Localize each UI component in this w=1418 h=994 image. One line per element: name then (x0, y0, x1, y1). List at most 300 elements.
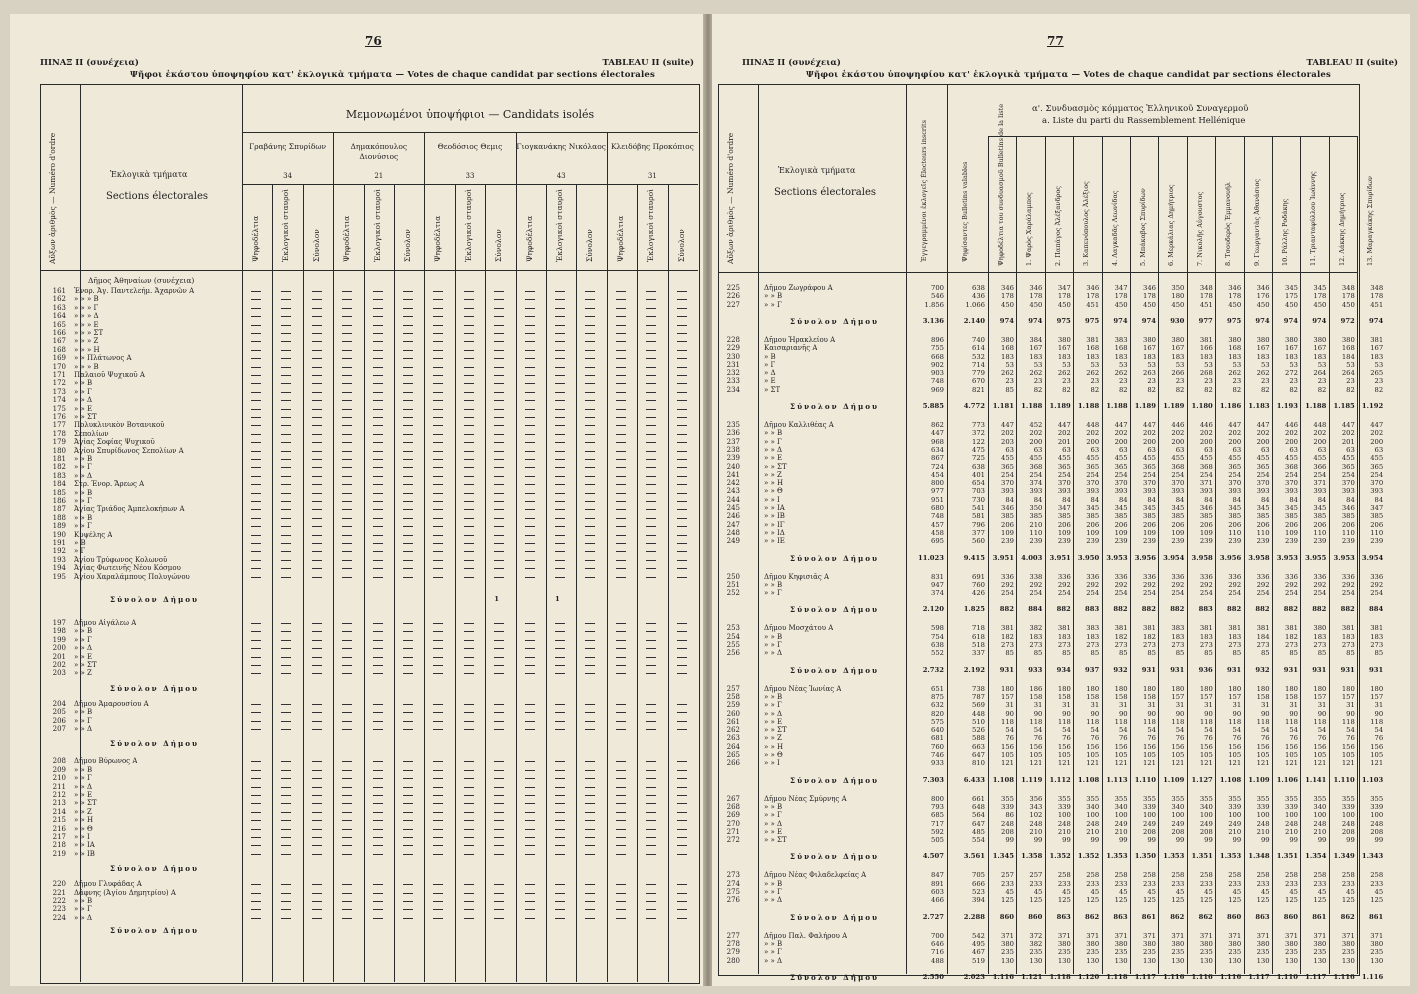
empty-dash (373, 803, 383, 804)
row-number: 280 (726, 956, 740, 965)
row-number: 268 (726, 802, 740, 811)
empty-dash (373, 375, 383, 376)
cell-value: 455 (1228, 454, 1242, 463)
col-sections-fr: Sections électorales (774, 187, 877, 198)
row-label: » » ΙΑ (74, 841, 95, 850)
empty-dash (342, 837, 352, 838)
cell-value: 90 (1033, 709, 1043, 718)
row-number: 232 (726, 369, 740, 378)
cell-value: 262 (1029, 369, 1043, 378)
empty-dash (312, 535, 322, 536)
empty-dash (525, 535, 535, 536)
row-label: » » Δ (764, 709, 783, 718)
row-number: 161 (52, 287, 66, 295)
cell-value: 384 (1029, 335, 1043, 344)
empty-dash (555, 837, 565, 838)
cell-value: 258 (1199, 871, 1213, 880)
empty-dash (251, 770, 261, 771)
row-label: » » » Β (74, 362, 99, 371)
total-value: 931 (1340, 665, 1355, 674)
cell-value: 82 (1317, 385, 1327, 394)
empty-dash (616, 291, 626, 292)
empty-dash (555, 316, 565, 317)
cell-value: 53 (1317, 360, 1327, 369)
empty-dash (342, 526, 352, 527)
cell-value: 183 (1029, 352, 1043, 361)
empty-dash (281, 400, 291, 401)
cell-value: 254 (1143, 470, 1156, 479)
cell-value: 292 (1370, 580, 1384, 589)
row-number: 266 (726, 759, 740, 768)
row-number: 184 (52, 480, 66, 489)
empty-dash (281, 721, 291, 722)
cell-value: 105 (1114, 751, 1128, 759)
cell-value: 258 (1285, 871, 1298, 880)
cell-value: 110 (1029, 528, 1043, 537)
empty-dash (585, 820, 595, 821)
row-label: » » Δ (764, 896, 783, 905)
cell-value: 63 (1090, 445, 1100, 454)
row-number: 214 (52, 807, 66, 816)
empty-dash (555, 623, 565, 624)
empty-dash (464, 560, 474, 561)
empty-dash (646, 375, 656, 376)
total-value: 1.343 (1361, 852, 1384, 861)
cell-value: 292 (1086, 580, 1100, 589)
empty-dash (677, 367, 687, 368)
empty-dash (403, 467, 413, 468)
total-value: 974 (1255, 316, 1270, 325)
total-value: 860 (1028, 912, 1043, 921)
cell-value: 180 (1114, 684, 1128, 693)
cell-value: 45 (1062, 888, 1071, 896)
empty-dash (646, 493, 656, 494)
cell-value: 273 (1228, 641, 1242, 649)
empty-dash (494, 854, 504, 855)
cell-value: 248 (1341, 819, 1355, 828)
empty-dash (433, 560, 443, 561)
empty-dash (525, 712, 535, 713)
empty-dash (677, 316, 687, 317)
row-number: 206 (52, 716, 66, 725)
cell-value: 121 (1057, 759, 1071, 768)
header-right: TABLEAU II (suite) (602, 58, 694, 68)
table-row (718, 896, 1384, 905)
total-value: 934 (1056, 665, 1071, 674)
empty-dash (403, 829, 413, 830)
cell-value: 206 (1341, 520, 1355, 529)
cell-value: 345 (1086, 504, 1100, 512)
cell-value: 239 (1171, 537, 1185, 546)
empty-dash (464, 493, 474, 494)
total-value: 975 (1226, 316, 1242, 325)
cell-value: 156 (1143, 742, 1156, 751)
empty-dash (251, 551, 261, 552)
row-label: » Δ (764, 369, 776, 378)
empty-dash (555, 665, 565, 666)
row-label: » » Β (74, 765, 93, 774)
cell-value: 45 (1005, 888, 1014, 896)
candidate-name: Δημακόπουλος Διονύσιος (350, 142, 408, 161)
cell-value: 167 (1057, 344, 1071, 353)
empty-dash (677, 417, 687, 418)
cell-value: 257 (1001, 871, 1014, 880)
empty-dash (373, 704, 383, 705)
col-ballots: Ἐγγεγραμμένοι ἐκλογεῖς Électeurs inscrits (920, 119, 928, 262)
cell-value: 347 (1057, 284, 1071, 292)
empty-dash (616, 893, 626, 894)
total-value: 1.116 (1361, 972, 1384, 981)
row-label: » » Ε (74, 652, 93, 661)
total-value: 11.023 (917, 553, 944, 562)
cell-value: 951 (931, 495, 944, 504)
cell-value: 371 (1370, 931, 1384, 940)
cell-value: 184 (1341, 352, 1355, 361)
cell-value: 264 (1313, 369, 1327, 378)
empty-dash (525, 560, 535, 561)
cell-value: 450 (1341, 300, 1355, 309)
totals-label: Σύνολον Δήμου (790, 852, 880, 862)
empty-dash (525, 623, 535, 624)
cell-value: 178 (1228, 292, 1242, 301)
empty-dash (494, 434, 504, 435)
cell-value: 541 (972, 504, 985, 512)
empty-dash (251, 308, 261, 309)
cell-value: 202 (1313, 429, 1327, 438)
empty-dash (525, 631, 535, 632)
totals-label: Σύνολον Δήμου (110, 683, 200, 693)
total-value: 882 (1255, 605, 1270, 614)
row-number: 209 (52, 765, 66, 774)
cell-value: 638 (972, 462, 985, 471)
cell-value: 380 (1086, 939, 1100, 948)
cell-value: 105 (1143, 751, 1156, 759)
empty-dash (403, 442, 413, 443)
empty-dash (525, 316, 535, 317)
cell-value: 99 (1062, 836, 1071, 845)
cell-value: 466 (931, 896, 944, 905)
empty-dash (525, 901, 535, 902)
empty-dash (464, 729, 474, 730)
empty-dash (403, 893, 413, 894)
empty-dash (281, 712, 291, 713)
cell-value: 385 (1341, 512, 1355, 521)
row-label: » » Β (74, 627, 93, 636)
empty-dash (342, 535, 352, 536)
empty-dash (616, 648, 626, 649)
row-label: » » Β (74, 455, 93, 463)
empty-dash (616, 729, 626, 730)
cell-value: 105 (1057, 751, 1071, 759)
cell-value: 99 (1175, 836, 1185, 845)
empty-dash (494, 631, 504, 632)
empty-dash (281, 665, 291, 666)
cell-value: 82 (1346, 385, 1355, 394)
row-number: 231 (726, 360, 740, 369)
empty-dash (646, 721, 656, 722)
cell-value: 647 (972, 751, 985, 759)
total-value: 3.950 (1077, 553, 1100, 562)
empty-dash (403, 417, 413, 418)
cell-value: 339 (1341, 802, 1355, 811)
candidate-col: 10. Ράλλης Ροδάκης (1281, 198, 1289, 266)
empty-dash (646, 535, 656, 536)
cell-value: 648 (972, 802, 985, 811)
cell-value: 202 (1171, 429, 1185, 438)
cell-value: 239 (1001, 537, 1014, 546)
row-number: 182 (52, 463, 66, 472)
empty-dash (433, 484, 443, 485)
empty-dash (464, 358, 474, 359)
divider (242, 132, 698, 133)
empty-dash (494, 778, 504, 779)
empty-dash (585, 467, 595, 468)
cell-value: 158 (1114, 692, 1128, 701)
empty-dash (373, 358, 383, 359)
row-number: 221 (52, 888, 66, 897)
row-label: » » Γ (74, 522, 92, 531)
total-value: 1.180 (1191, 402, 1213, 410)
cell-value: 167 (1143, 344, 1156, 353)
cell-value: 210 (1086, 827, 1100, 836)
cell-value: 84 (1317, 495, 1327, 504)
cell-value: 337 (972, 649, 985, 658)
empty-dash (525, 845, 535, 846)
row-number: 278 (726, 939, 740, 948)
cell-value: 118 (1228, 717, 1242, 726)
empty-dash (646, 383, 656, 384)
empty-dash (342, 291, 352, 292)
row-label: » » Β (764, 292, 783, 301)
empty-dash (433, 509, 443, 510)
table-row (40, 669, 698, 678)
row-label: » » Δ (74, 644, 93, 653)
row-label: » » Η (764, 479, 784, 488)
empty-dash (646, 543, 656, 544)
cell-value: 510 (972, 717, 985, 726)
empty-dash (555, 484, 565, 485)
cell-value: 85 (1033, 649, 1043, 658)
cell-value: 54 (1118, 726, 1128, 735)
empty-dash (646, 884, 656, 885)
empty-dash (373, 712, 383, 713)
totals-label: Σύνολον Δήμου (110, 926, 200, 936)
empty-dash (342, 803, 352, 804)
total-value: 1.106 (1276, 775, 1298, 784)
col-number-label: Αὔξων ἀριθμὸς — Numéro d'ordre (48, 132, 57, 264)
empty-dash (677, 484, 687, 485)
cell-value: 130 (1313, 956, 1327, 965)
sub-col-label: Σύνολον (585, 229, 595, 262)
empty-dash (373, 535, 383, 536)
total-value: 1.117 (1134, 972, 1156, 981)
cell-value: 380 (1171, 335, 1185, 344)
total-value: 1.188 (1305, 402, 1327, 410)
row-number: 279 (726, 948, 740, 957)
cell-value: 202 (1057, 429, 1071, 438)
empty-dash (585, 493, 595, 494)
cell-value: 183 (1285, 352, 1298, 361)
total-value: 3.956 (1219, 553, 1242, 562)
empty-dash (525, 375, 535, 376)
cell-value: 796 (972, 520, 985, 529)
cell-value: 125 (1370, 896, 1384, 905)
empty-dash (464, 665, 474, 666)
empty-dash (525, 577, 535, 578)
empty-dash (281, 657, 291, 658)
cell-value: 947 (931, 580, 944, 589)
total-value: 974 (999, 316, 1014, 325)
empty-dash (494, 476, 504, 477)
empty-dash (677, 901, 687, 902)
empty-dash (555, 543, 565, 544)
row-number: 256 (726, 649, 740, 658)
cell-value: 249 (1114, 819, 1128, 828)
cell-value: 248 (1029, 819, 1043, 828)
row-number: 165 (52, 320, 66, 329)
row-number: 260 (726, 709, 740, 718)
empty-dash (433, 535, 443, 536)
cell-value: 638 (972, 284, 985, 292)
empty-dash (555, 673, 565, 674)
empty-dash (373, 341, 383, 342)
empty-dash (312, 417, 322, 418)
cell-value: 666 (972, 879, 985, 888)
empty-dash (373, 526, 383, 527)
row-number: 229 (726, 344, 740, 353)
empty-dash (281, 434, 291, 435)
empty-dash (677, 854, 687, 855)
empty-dash (433, 543, 443, 544)
total-value: 1.116 (1191, 972, 1213, 981)
empty-dash (251, 712, 261, 713)
cell-value: 202 (1114, 429, 1128, 438)
cell-value: 53 (1204, 360, 1213, 369)
cell-value: 99 (1374, 836, 1384, 845)
empty-dash (281, 918, 291, 919)
cell-value: 239 (1199, 537, 1213, 546)
empty-dash (677, 884, 687, 885)
cell-value: 368 (1285, 462, 1298, 471)
cell-value: 82 (1118, 385, 1128, 394)
empty-dash (373, 417, 383, 418)
empty-dash (312, 299, 322, 300)
cell-value: 800 (931, 479, 944, 488)
cell-value: 455 (1114, 454, 1128, 463)
empty-dash (281, 325, 291, 326)
empty-dash (373, 820, 383, 821)
row-label: » » Γ (74, 716, 92, 725)
empty-dash (312, 829, 322, 830)
empty-dash (342, 484, 352, 485)
cell-value: 447 (1114, 421, 1128, 429)
cell-value: 84 (1147, 495, 1156, 504)
empty-dash (555, 476, 565, 477)
empty-dash (585, 673, 595, 674)
empty-dash (616, 501, 626, 502)
row-label: » » » Η (74, 345, 100, 354)
cell-value: 84 (1175, 495, 1185, 504)
empty-dash (677, 358, 687, 359)
col-number-label: Αὔξων ἀριθμὸς — Numéro d'ordre (726, 132, 735, 264)
totals-row (40, 864, 698, 873)
cell-value: 450 (1057, 300, 1071, 309)
cell-value: 896 (931, 335, 944, 344)
cell-value: 130 (1086, 956, 1100, 965)
empty-dash (616, 434, 626, 435)
cell-value: 200 (1256, 437, 1270, 446)
empty-dash (403, 358, 413, 359)
cell-value: 45 (1317, 888, 1327, 896)
row-label: » » Ι (764, 495, 780, 504)
cell-value: 23 (1147, 377, 1156, 386)
empty-dash (646, 560, 656, 561)
cell-value: 393 (1057, 487, 1071, 496)
empty-dash (494, 623, 504, 624)
cell-value: 336 (1057, 572, 1071, 581)
cell-value: 100 (1199, 811, 1213, 820)
cell-value: 381 (1256, 624, 1270, 633)
cell-value: 346 (1086, 284, 1100, 292)
page-number: 77 (1047, 34, 1064, 48)
cell-value: 368 (1171, 462, 1185, 471)
cell-value: 654 (972, 479, 985, 488)
cell-value: 31 (1289, 701, 1298, 710)
empty-dash (312, 770, 322, 771)
cell-value: 380 (1256, 939, 1270, 948)
empty-dash (525, 484, 535, 485)
total-value: 6.433 (963, 775, 985, 784)
empty-dash (494, 770, 504, 771)
cell-value: 180 (1313, 684, 1327, 693)
cell-value: 393 (1313, 487, 1327, 496)
cell-value: 380 (1171, 939, 1185, 948)
cell-value: 847 (931, 871, 944, 880)
empty-dash (433, 518, 443, 519)
cell-value: 206 (1199, 520, 1213, 529)
empty-dash (281, 543, 291, 544)
divider (718, 272, 1358, 273)
cell-value: 175 (1285, 292, 1298, 301)
cell-value: 365 (1256, 462, 1270, 471)
cell-value: 457 (931, 520, 944, 529)
cell-value: 99 (1147, 836, 1156, 845)
cell-value: 157 (1341, 692, 1355, 701)
cell-value: 100 (1341, 811, 1355, 820)
cell-value: 651 (931, 684, 944, 693)
row-number: 277 (726, 931, 740, 940)
empty-dash (251, 829, 261, 830)
cell-value: 125 (1001, 896, 1014, 905)
cell-value: 254 (1001, 470, 1014, 479)
row-number: 244 (726, 495, 740, 504)
empty-dash (646, 893, 656, 894)
cell-value: 178 (1001, 292, 1014, 301)
empty-dash (464, 434, 474, 435)
cell-value: 248 (1001, 819, 1014, 828)
cell-value: 268 (1199, 369, 1213, 378)
cell-value: 598 (931, 624, 944, 633)
empty-dash (464, 316, 474, 317)
cell-value: 262 (1057, 369, 1071, 378)
row-number: 250 (726, 572, 740, 581)
cell-value: 239 (1029, 537, 1043, 546)
cell-value: 862 (931, 421, 944, 429)
cell-value: 552 (931, 649, 944, 658)
empty-dash (373, 493, 383, 494)
empty-dash (616, 333, 626, 334)
total-value: 937 (1084, 665, 1100, 674)
